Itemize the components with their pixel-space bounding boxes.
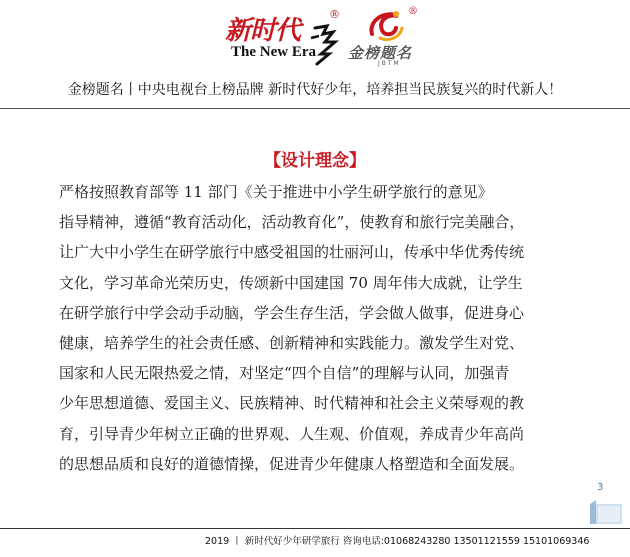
header-logos — [0, 0, 630, 72]
new-era-logo — [225, 8, 345, 68]
header-slogan: 金榜题名丨中央电视台上榜品牌 新时代好少年，培养担当民族复兴的时代新人！ — [67, 82, 563, 98]
footer-contact: 2019 丨 新时代好少年研学旅行 咨询电话:01068243280 13501121559 15101069346 — [205, 536, 590, 547]
jbtm-logo — [348, 6, 438, 68]
paragraph-line: 国家和人民无限热爱之情，对坚定“四个自信”的理解与认同，加强青 — [59, 364, 510, 383]
footer-divider — [0, 528, 630, 529]
paragraph-line: 文化，学习革命光荣历史，传颂新中国建国 70 周年伟大成就，让学生 — [59, 273, 523, 292]
paragraph-line: 指导精神，遵循“教育活动化，活动教育化”，使教育和旅行完美融合， — [59, 213, 525, 232]
paragraph-line: 在研学旅行中学会动手动脑，学会生存生活，学会做人做事，促进身心 — [59, 303, 525, 322]
paragraph-line: 育，引导青少年树立正确的世界观、人生观、价值观，养成青少年高尚 — [59, 424, 525, 443]
paragraph-line: 的思想品质和良好的道德情操，促进青少年健康人格塑造和全面发展。 — [59, 454, 525, 473]
section-title: 【设计理念】 — [264, 151, 366, 171]
paragraph-line: 少年思想道德、爱国主义、民族精神、时代精神和社会主义荣辱观的教 — [59, 394, 525, 413]
page-number: 3 — [597, 482, 604, 493]
logo-left-en-text: The New Era — [231, 44, 316, 60]
registered-mark: ® — [408, 6, 418, 17]
body-paragraph — [59, 177, 577, 479]
logo-left-cn-text: 新时代 — [225, 16, 301, 46]
registered-mark: ® — [329, 8, 340, 21]
swirl-logo-icon — [366, 8, 406, 44]
paragraph-line: 健康，培养学生的社会责任感、创新精神和实践能力。激发学生对党、 — [59, 334, 525, 353]
logo-right-cn-text: 金榜题名 — [348, 44, 413, 62]
page-corner-decoration-icon — [588, 498, 624, 526]
logo-right-sub-text: JBTM — [378, 60, 401, 67]
paragraph-line: 严格按照教育部等 11 部门《关于推进中小学生研学旅行的意见》 — [59, 183, 493, 201]
header-divider — [0, 108, 630, 109]
paragraph-line: 让广大中小学生在研学旅行中感受祖国的壮丽河山，传承中华优秀传统 — [59, 243, 525, 262]
